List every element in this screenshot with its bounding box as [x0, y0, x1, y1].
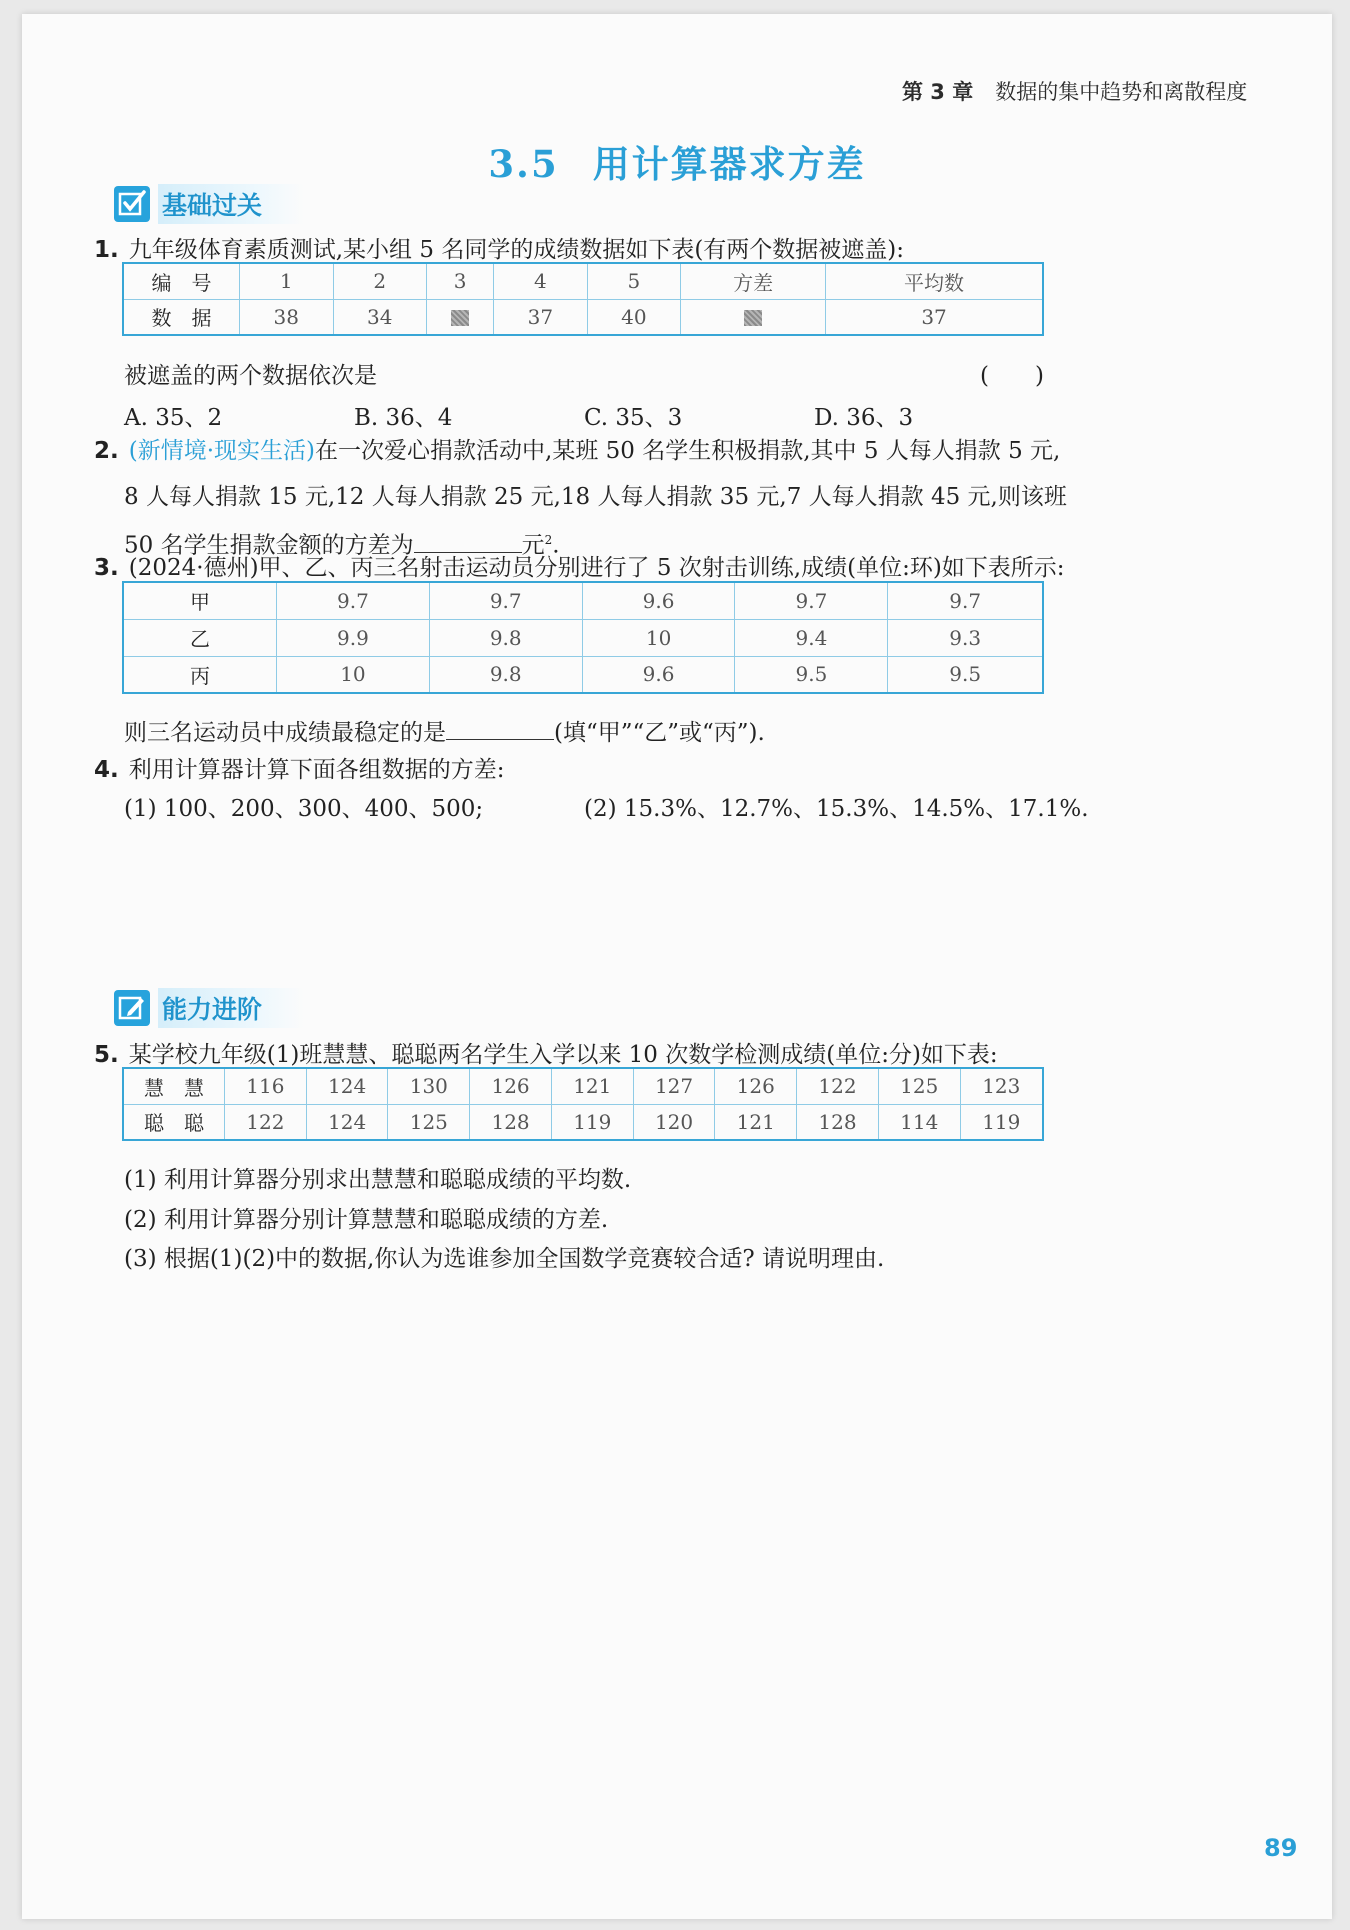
- table-cell: 9.7: [735, 582, 888, 619]
- q1-prompt: 被遮盖的两个数据依次是: [124, 363, 377, 389]
- q1-option-c: C. 35、3: [584, 405, 683, 431]
- table-cell: 37: [826, 299, 1043, 335]
- q1-option-d: D. 36、3: [814, 405, 914, 431]
- table-cell: 128: [797, 1104, 879, 1140]
- unit-text: 元: [521, 532, 545, 559]
- table-cell: 37: [494, 299, 588, 335]
- table-row: [123, 656, 1043, 693]
- table-cell: 124: [306, 1068, 388, 1104]
- table-cell: 124: [306, 1104, 388, 1140]
- answer-blank[interactable]: [446, 719, 554, 740]
- table-cell: 120: [633, 1104, 715, 1140]
- checkbox-icon: [114, 186, 150, 222]
- section-number: 3.5: [488, 142, 559, 186]
- table-cell: 125: [388, 1104, 470, 1140]
- table-cell: 116: [225, 1068, 307, 1104]
- question-text: (填“甲”“乙”或“丙”).: [554, 720, 765, 746]
- table-cell: 121: [551, 1068, 633, 1104]
- section-name: 用计算器求方差: [592, 142, 866, 186]
- question-text: 九年级体育素质测试,某小组 5 名同学的成绩数据如下表(有两个数据被遮盖):: [128, 237, 905, 263]
- table-cell: 4: [494, 263, 588, 299]
- table-cell: 9.7: [429, 582, 582, 619]
- question-2-line2: 8 人每人捐款 15 元,12 人每人捐款 25 元,18 人每人捐款 35 元,7 人每人捐款 45 元,则该班: [124, 484, 1067, 510]
- table-cell: 5: [587, 263, 681, 299]
- chapter-header: [902, 76, 1247, 106]
- table-cell: 9.9: [277, 619, 430, 656]
- table-cell: 114: [878, 1104, 960, 1140]
- q4-part-1: (1) 100、200、300、400、500;: [124, 796, 484, 822]
- table-row: [123, 1104, 1043, 1140]
- table-cell: 130: [388, 1068, 470, 1104]
- banner-basic: [114, 182, 304, 226]
- q5-part-1: (1) 利用计算器分别求出慧慧和聪聪成绩的平均数.: [124, 1167, 632, 1193]
- table-cell: 9.6: [582, 582, 735, 619]
- question-text: 则三名运动员中成绩最稳定的是: [124, 720, 446, 746]
- question-text: 某学校九年级(1)班慧慧、聪聪两名学生入学以来 10 次数学检测成绩(单位:分)如下表:: [128, 1042, 998, 1068]
- unit-superscript: 2: [544, 533, 553, 547]
- table-cell: 10: [582, 619, 735, 656]
- section-title: [22, 134, 1332, 188]
- table-cell: 平均数: [826, 263, 1043, 299]
- question-text: 在一次爱心捐款活动中,某班 50 名学生积极捐款,其中 5 人每人捐款 5 元,: [315, 438, 1061, 464]
- question-text: 50 名学生捐款金额的方差为: [124, 532, 414, 559]
- table-header-cell: 慧 慧: [123, 1068, 225, 1104]
- table-header-cell: 丙: [123, 656, 277, 693]
- table-header-cell: 乙: [123, 619, 277, 656]
- table-cell: 38: [240, 299, 334, 335]
- table-row: [123, 263, 1043, 299]
- table-cell: 3: [427, 263, 494, 299]
- q4-part-2: (2) 15.3%、12.7%、15.3%、14.5%、17.1%.: [584, 796, 1089, 822]
- table-cell: 126: [470, 1068, 552, 1104]
- table-cell: 126: [715, 1068, 797, 1104]
- table-cell-masked: [427, 299, 494, 335]
- chapter-number: 第 3 章: [902, 80, 974, 104]
- table-cell: 9.6: [582, 656, 735, 693]
- question-2: [94, 428, 1060, 474]
- table-row: [123, 619, 1043, 656]
- question-number: 3.: [94, 555, 119, 581]
- table-cell: 127: [633, 1068, 715, 1104]
- q3-table: [122, 581, 1044, 694]
- q5-table: [122, 1067, 1044, 1141]
- table-cell: 119: [551, 1104, 633, 1140]
- table-header-cell: 甲: [123, 582, 277, 619]
- table-cell: 125: [878, 1068, 960, 1104]
- table-header-cell: 数 据: [123, 299, 240, 335]
- question-number: 2.: [94, 438, 119, 464]
- table-cell: 119: [960, 1104, 1043, 1140]
- q5-part-3: (3) 根据(1)(2)中的数据,你认为选谁参加全国数学竞赛较合适? 请说明理由.: [124, 1246, 885, 1272]
- table-cell: 121: [715, 1104, 797, 1140]
- table-cell: 9.7: [277, 582, 430, 619]
- mask-block-icon: [744, 310, 762, 326]
- table-cell: 9.5: [888, 656, 1043, 693]
- table-cell: 9.8: [429, 619, 582, 656]
- table-cell: 2: [333, 263, 427, 299]
- textbook-page: [22, 14, 1332, 1919]
- table-row: [123, 1068, 1043, 1104]
- banner-advanced: [114, 986, 304, 1030]
- banner-basic-label: 基础过关: [158, 184, 304, 224]
- table-cell: 40: [587, 299, 681, 335]
- table-cell: 128: [470, 1104, 552, 1140]
- table-cell-masked: [681, 299, 826, 335]
- table-cell: 9.3: [888, 619, 1043, 656]
- question-number: 5.: [94, 1042, 119, 1068]
- page-number: 89: [1264, 1834, 1298, 1862]
- table-cell: 10: [277, 656, 430, 693]
- table-cell: 9.5: [735, 656, 888, 693]
- chapter-title: 数据的集中趋势和离散程度: [995, 80, 1248, 104]
- table-cell: 方差: [681, 263, 826, 299]
- question-number: 4.: [94, 757, 119, 783]
- context-tag: (新情境·现实生活): [128, 438, 316, 464]
- table-cell: 122: [797, 1068, 879, 1104]
- table-cell: 9.4: [735, 619, 888, 656]
- table-cell: 123: [960, 1068, 1043, 1104]
- table-cell: 1: [240, 263, 334, 299]
- table-row: [123, 299, 1043, 335]
- question-number: 1.: [94, 237, 119, 263]
- q1-option-a: A. 35、2: [124, 405, 223, 431]
- q1-option-b: B. 36、4: [354, 405, 453, 431]
- question-text: 利用计算器计算下面各组数据的方差:: [128, 757, 505, 783]
- table-row: [123, 582, 1043, 619]
- q1-answer-paren: ( ): [980, 363, 1044, 389]
- table-cell: 34: [333, 299, 427, 335]
- banner-advanced-label: 能力进阶: [158, 988, 304, 1028]
- table-cell: 9.8: [429, 656, 582, 693]
- table-header-cell: 编 号: [123, 263, 240, 299]
- period: .: [552, 532, 560, 559]
- table-cell: 9.7: [888, 582, 1043, 619]
- q1-table: [122, 262, 1044, 336]
- q5-part-2: (2) 利用计算器分别计算慧慧和聪聪成绩的方差.: [124, 1207, 609, 1233]
- pencil-icon: [114, 990, 150, 1026]
- table-header-cell: 聪 聪: [123, 1104, 225, 1140]
- question-text: (2024·德州)甲、乙、丙三名射击运动员分别进行了 5 次射击训练,成绩(单位:环)如下表所示:: [128, 555, 1065, 581]
- mask-block-icon: [451, 310, 469, 326]
- table-cell: 122: [225, 1104, 307, 1140]
